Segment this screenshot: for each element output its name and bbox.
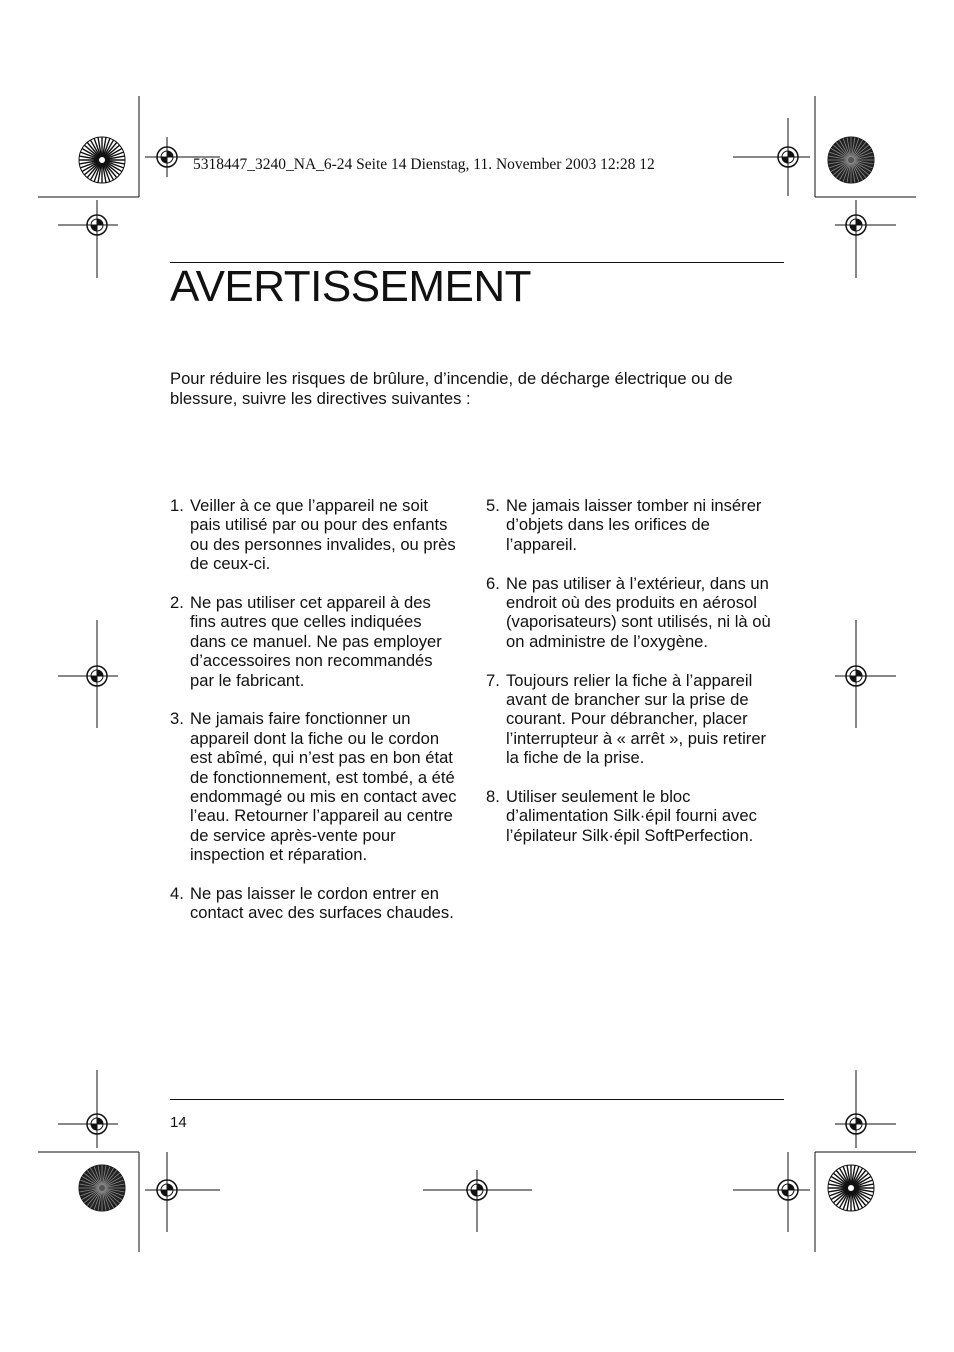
list-item xyxy=(170,884,460,923)
list-item-number: 6. xyxy=(486,573,500,593)
list-item-text: Utiliser seulement le bloc d’alimentation Silk·épil fourni avec l’épilateur Silk·épil SoftPerfection. xyxy=(506,787,757,845)
list-item-text: Ne pas utiliser cet appareil à des fins autres que celles indiquées dans ce manuel. Ne pas employer d’accessoires non recommandés par le fabricant. xyxy=(190,593,442,690)
list-item xyxy=(486,496,776,554)
list-item-text: Veiller à ce que l’appareil ne soit pais utilisé par ou pour des enfants ou des personnes invalides, ou près de ceux-ci. xyxy=(190,496,456,574)
starburst-mark-icon xyxy=(79,137,125,183)
list-item-number: 2. xyxy=(170,593,184,613)
list-item-number: 7. xyxy=(486,670,500,690)
list-item-text: Ne pas laisser le cordon entrer en contact avec des surfaces chaudes. xyxy=(190,884,454,923)
page-title: AVERTISSEMENT xyxy=(170,262,532,311)
list-item xyxy=(170,709,460,864)
list-item-number: 5. xyxy=(486,496,500,515)
instructions-column-left xyxy=(170,496,460,942)
list-item xyxy=(486,574,776,652)
list-item-text: Ne jamais faire fonctionner un appareil dont la fiche ou le cordon est abîmé, qui n’est pas en bon état de fonctionnement, est tombé, a été endommagé ou mis en contact avec l’eau. Retourner l’appareil au centre de service après-vente pour inspection et réparation. xyxy=(190,709,457,865)
starburst-mark-icon xyxy=(828,1165,874,1211)
list-item-number: 1. xyxy=(170,496,184,515)
list-item-text: Ne jamais laisser tomber ni insérer d’objets dans les orifices de l’appareil. xyxy=(506,496,762,554)
list-item xyxy=(170,496,460,574)
list-item xyxy=(486,671,776,768)
intro-paragraph: Pour réduire les risques de brûlure, d’incendie, de décharge électrique ou de blessure, suivre les directives suivantes : xyxy=(170,369,733,408)
list-item xyxy=(170,593,460,690)
list-item-number: 4. xyxy=(170,884,184,904)
starburst-mark-icon xyxy=(79,1165,125,1211)
list-item-text: Ne pas utiliser à l’extérieur, dans un endroit où des produits en aérosol (vaporisateurs) sont utilisés, ni là où on administre de l’oxygène. xyxy=(506,573,771,651)
starburst-mark-icon xyxy=(828,137,874,183)
footer-rule xyxy=(170,1099,784,1100)
print-header-info: 5318447_3240_NA_6-24 Seite 14 Dienstag, 11. November 2003 12:28 12 xyxy=(193,156,655,173)
page-number: 14 xyxy=(170,1114,187,1131)
instructions-column-right xyxy=(486,496,776,865)
list-item-number: 3. xyxy=(170,709,184,729)
list-item xyxy=(486,787,776,845)
list-item-number: 8. xyxy=(486,787,500,807)
list-item-text: Toujours relier la fiche à l’appareil avant de brancher sur la prise de courant. Pour débrancher, placer l’interrupteur à « arrêt », puis retirer la fiche de la prise. xyxy=(506,670,767,768)
